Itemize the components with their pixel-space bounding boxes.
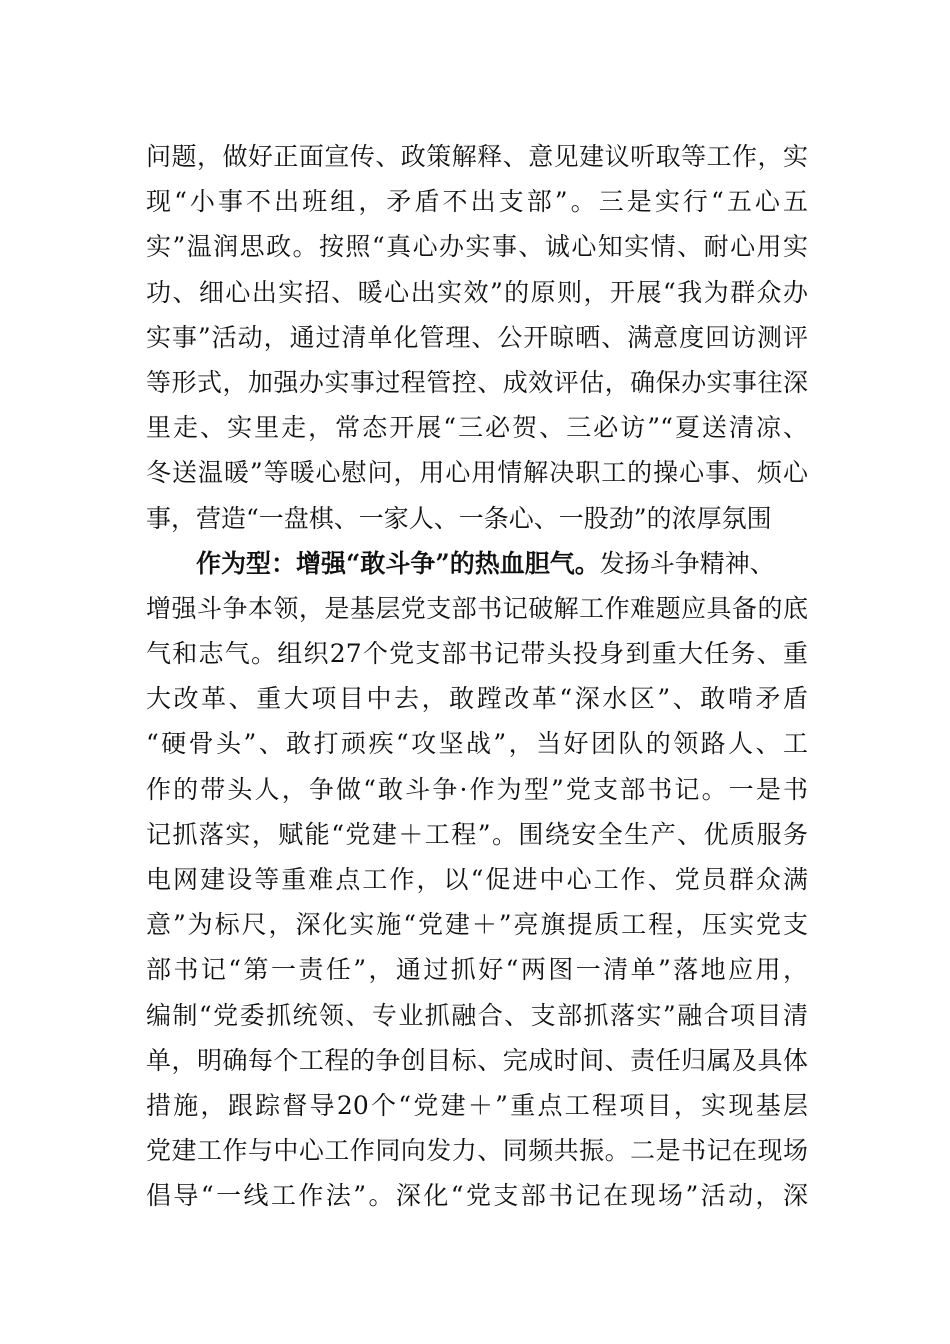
text-line: 里走、实里走，常态开展“三必贺、三必访”“夏送清凉、 [146,413,808,443]
text-line: 意”为标尺，深化实施“党建＋”亮旗提质工程，压实党支 [146,910,808,940]
text-line: 电网建设等重难点工作，以“促进中心工作、党员群众满 [146,865,808,894]
text-line: 功、细心出实招、暖心出实效”的原则，开展“我为群众办 [146,277,808,307]
text-line: 大改革、重大项目中去，敢蹚改革“深水区”、敢啃矛盾 [146,684,808,714]
section-heading: 作为型：增强“敢斗争”的热血胆气。 [196,548,600,578]
text-line: 等形式，加强办实事过程管控、成效评估，确保办实事往深 [146,367,808,397]
text-line: 现“小事不出班组，矛盾不出支部”。三是实行“五心五 [146,187,808,217]
paragraph-1 [146,134,808,541]
text-line: 措施，跟踪督导20个“党建＋”重点工程项目，实现基层 [146,1090,808,1120]
text-line: 部书记“第一责任”，通过抓好“两图一清单”落地应用， [146,955,808,985]
text-line: “硬骨头”、敢打顽疾“攻坚战”，当好团队的领路人、工 [146,729,808,759]
text-line: 编制“党委抓统领、专业抓融合、支部抓落实”融合项目清 [146,1000,808,1030]
heading-continuation: 发扬斗争精神、 [599,548,775,578]
text-line: 倡导“一线工作法”。深化“党支部书记在现场”活动，深 [146,1181,808,1211]
text-line: 冬送温暖”等暖心慰问，用心用情解决职工的操心事、烦心 [146,458,808,488]
body-text [146,134,808,1219]
paragraph-first-line [146,541,808,586]
text-line: 实事”活动，通过清单化管理、公开晾晒、满意度回访测评 [146,322,808,352]
text-line: 作的带头人，争做“敢斗争·作为型”党支部书记。一是书 [146,774,808,804]
text-line: 事，营造“一盘棋、一家人、一条心、一股劲”的浓厚氛围 [146,503,772,533]
text-line: 增强斗争本领，是基层党支部书记破解工作难题应具备的底 [146,593,808,623]
text-line: 气和志气。组织27个党支部书记带头投身到重大任务、重 [146,639,808,669]
text-line: 问题，做好正面宣传、政策解释、意见建议听取等工作，实 [146,142,808,171]
text-line: 实”温润思政。按照“真心办实事、诚心知实情、耐心用实 [146,232,808,262]
text-line: 单，明确每个工程的争创目标、完成时间、责任归属及具体 [146,1045,808,1075]
paragraph-2 [146,541,808,1219]
text-line: 记抓落实，赋能“党建＋工程”。围绕安全生产、优质服务 [146,819,808,849]
text-line: 党建工作与中心工作同向发力、同频共振。二是书记在现场 [146,1136,808,1166]
